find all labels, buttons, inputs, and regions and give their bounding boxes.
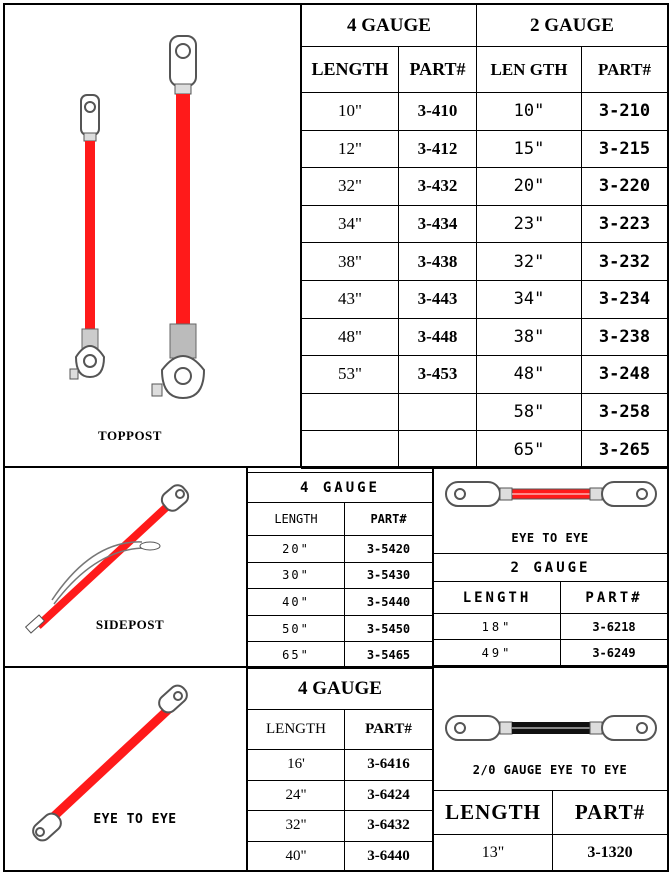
eye4-part-cell: 3-6424 — [345, 780, 433, 811]
sidepost-row — [248, 615, 433, 642]
eye2-length-cell: 18" — [434, 614, 561, 640]
eye4-length-header: LENGTH — [248, 710, 345, 750]
toppost-2gauge-length-header: LEN GTH — [477, 47, 582, 93]
sidepost-part-cell: 3-5420 — [345, 536, 433, 563]
sidepost-row — [248, 642, 433, 669]
toppost-cable-long-illustration — [148, 36, 218, 406]
toppost-4gauge-length-cell: 38" — [302, 243, 399, 281]
toppost-4gauge-part-cell: 3-412 — [399, 130, 477, 168]
sidepost-length-cell: 40" — [248, 589, 345, 616]
toppost-4gauge-part-cell — [399, 431, 477, 469]
sidepost-part-cell: 3-5465 — [345, 642, 433, 669]
toppost-4gauge-part-cell — [399, 393, 477, 431]
sidepost-title: 4 GAUGE — [248, 473, 433, 503]
toppost-4gauge-length-header: LENGTH — [302, 47, 399, 93]
toppost-row — [302, 356, 668, 394]
eye20-length-header: LENGTH — [434, 791, 553, 835]
toppost-2gauge-length-cell: 58" — [477, 393, 582, 431]
eye20-row — [434, 835, 668, 871]
toppost-2gauge-length-cell: 65" — [477, 431, 582, 469]
sidepost-part-cell: 3-5430 — [345, 562, 433, 589]
eye2-cable-illustration — [446, 478, 656, 510]
toppost-2gauge-part-cell: 3-220 — [582, 168, 668, 206]
sidepost-part-cell: 3-5450 — [345, 615, 433, 642]
eye4-part-cell: 3-6432 — [345, 811, 433, 842]
toppost-4gauge-part-cell: 3-453 — [399, 356, 477, 394]
eye4-row — [248, 811, 433, 842]
toppost-row — [302, 168, 668, 206]
sidepost-part-header: PART# — [345, 503, 433, 536]
eye4-length-cell: 24" — [248, 780, 345, 811]
eye2-length-cell: 49" — [434, 640, 561, 666]
sidepost-length-cell: 30" — [248, 562, 345, 589]
toppost-2gauge-part-cell: 3-234 — [582, 280, 668, 318]
toppost-4gauge-length-cell — [302, 431, 399, 469]
toppost-2gauge-length-cell: 20" — [477, 168, 582, 206]
eye4-length-cell: 32" — [248, 811, 345, 842]
eye4-length-cell: 40" — [248, 841, 345, 872]
eye2-caption: EYE TO EYE — [511, 531, 589, 545]
eye2-row — [434, 640, 668, 666]
sidepost-length-cell: 50" — [248, 615, 345, 642]
sidepost-length-cell: 20" — [248, 536, 345, 563]
eye20-length-cell: 13" — [434, 835, 553, 871]
eye2-row — [434, 614, 668, 640]
toppost-2gauge-title: 2 GAUGE — [477, 5, 668, 47]
eye4-row — [248, 780, 433, 811]
toppost-4gauge-length-cell: 34" — [302, 205, 399, 243]
sidepost-caption: SIDEPOST — [95, 617, 165, 632]
eye20-part-header: PART# — [553, 791, 668, 835]
sidepost-table — [247, 472, 433, 669]
toppost-2gauge-part-cell: 3-232 — [582, 243, 668, 281]
eye2-part-header: PART# — [561, 582, 668, 614]
toppost-4gauge-part-cell: 3-438 — [399, 243, 477, 281]
eye2-part-cell: 3-6218 — [561, 614, 668, 640]
toppost-4gauge-length-cell: 48" — [302, 318, 399, 356]
toppost-row — [302, 130, 668, 168]
toppost-4gauge-part-cell: 3-448 — [399, 318, 477, 356]
toppost-4gauge-part-cell: 3-410 — [399, 93, 477, 131]
toppost-4gauge-title: 4 GAUGE — [302, 5, 477, 47]
toppost-4gauge-length-cell: 10" — [302, 93, 399, 131]
eye20-table — [433, 790, 668, 871]
eye4-row — [248, 841, 433, 872]
eye2-part-cell: 3-6249 — [561, 640, 668, 666]
sidepost-length-cell: 65" — [248, 642, 345, 669]
toppost-2gauge-part-cell: 3-265 — [582, 431, 668, 469]
eye4-table — [247, 668, 433, 872]
toppost-2gauge-length-cell: 32" — [477, 243, 582, 281]
toppost-2gauge-part-cell: 3-238 — [582, 318, 668, 356]
toppost-4gauge-length-cell: 12" — [302, 130, 399, 168]
toppost-2gauge-length-cell: 34" — [477, 280, 582, 318]
toppost-2gauge-length-cell: 38" — [477, 318, 582, 356]
toppost-4gauge-part-header: PART# — [399, 47, 477, 93]
eye4-part-header: PART# — [345, 710, 433, 750]
eye4-part-cell: 3-6440 — [345, 841, 433, 872]
toppost-4gauge-length-cell: 32" — [302, 168, 399, 206]
toppost-2gauge-part-cell: 3-258 — [582, 393, 668, 431]
eye4-caption: EYE TO EYE — [93, 812, 177, 827]
toppost-4gauge-part-cell: 3-432 — [399, 168, 477, 206]
toppost-row — [302, 243, 668, 281]
sidepost-row — [248, 536, 433, 563]
toppost-cable-short-illustration — [60, 95, 120, 395]
toppost-2gauge-part-cell: 3-210 — [582, 93, 668, 131]
toppost-4gauge-length-cell: 53" — [302, 356, 399, 394]
toppost-2gauge-length-cell: 23" — [477, 205, 582, 243]
toppost-2gauge-part-cell: 3-223 — [582, 205, 668, 243]
sidepost-row — [248, 589, 433, 616]
toppost-row — [302, 93, 668, 131]
eye2-table — [433, 553, 668, 666]
toppost-2gauge-length-cell: 15" — [477, 130, 582, 168]
toppost-table — [301, 4, 668, 469]
eye4-row — [248, 750, 433, 781]
toppost-row — [302, 205, 668, 243]
eye2-length-header: LENGTH — [434, 582, 561, 614]
sidepost-row — [248, 562, 433, 589]
toppost-row — [302, 393, 668, 431]
toppost-4gauge-length-cell: 43" — [302, 280, 399, 318]
sidepost-length-header: LENGTH — [248, 503, 345, 536]
sidepost-cable-illustration — [22, 480, 202, 640]
toppost-caption: TOPPOST — [98, 428, 162, 443]
toppost-2gauge-part-cell: 3-248 — [582, 356, 668, 394]
toppost-4gauge-length-cell — [302, 393, 399, 431]
eye20-part-cell: 3-1320 — [553, 835, 668, 871]
eye4-length-cell: 16' — [248, 750, 345, 781]
eye20-cable-illustration — [446, 712, 656, 744]
toppost-4gauge-part-cell: 3-443 — [399, 280, 477, 318]
toppost-2gauge-part-cell: 3-215 — [582, 130, 668, 168]
toppost-row — [302, 431, 668, 469]
toppost-row — [302, 280, 668, 318]
eye4-part-cell: 3-6416 — [345, 750, 433, 781]
eye2-title: 2 GAUGE — [434, 554, 668, 582]
toppost-4gauge-part-cell: 3-434 — [399, 205, 477, 243]
toppost-row — [302, 318, 668, 356]
eye20-caption: 2/0 GAUGE EYE TO EYE — [472, 763, 628, 777]
eye4-title: 4 GAUGE — [248, 669, 433, 710]
toppost-2gauge-length-cell: 48" — [477, 356, 582, 394]
toppost-2gauge-part-header: PART# — [582, 47, 668, 93]
toppost-2gauge-length-cell: 10" — [477, 93, 582, 131]
sidepost-part-cell: 3-5440 — [345, 589, 433, 616]
